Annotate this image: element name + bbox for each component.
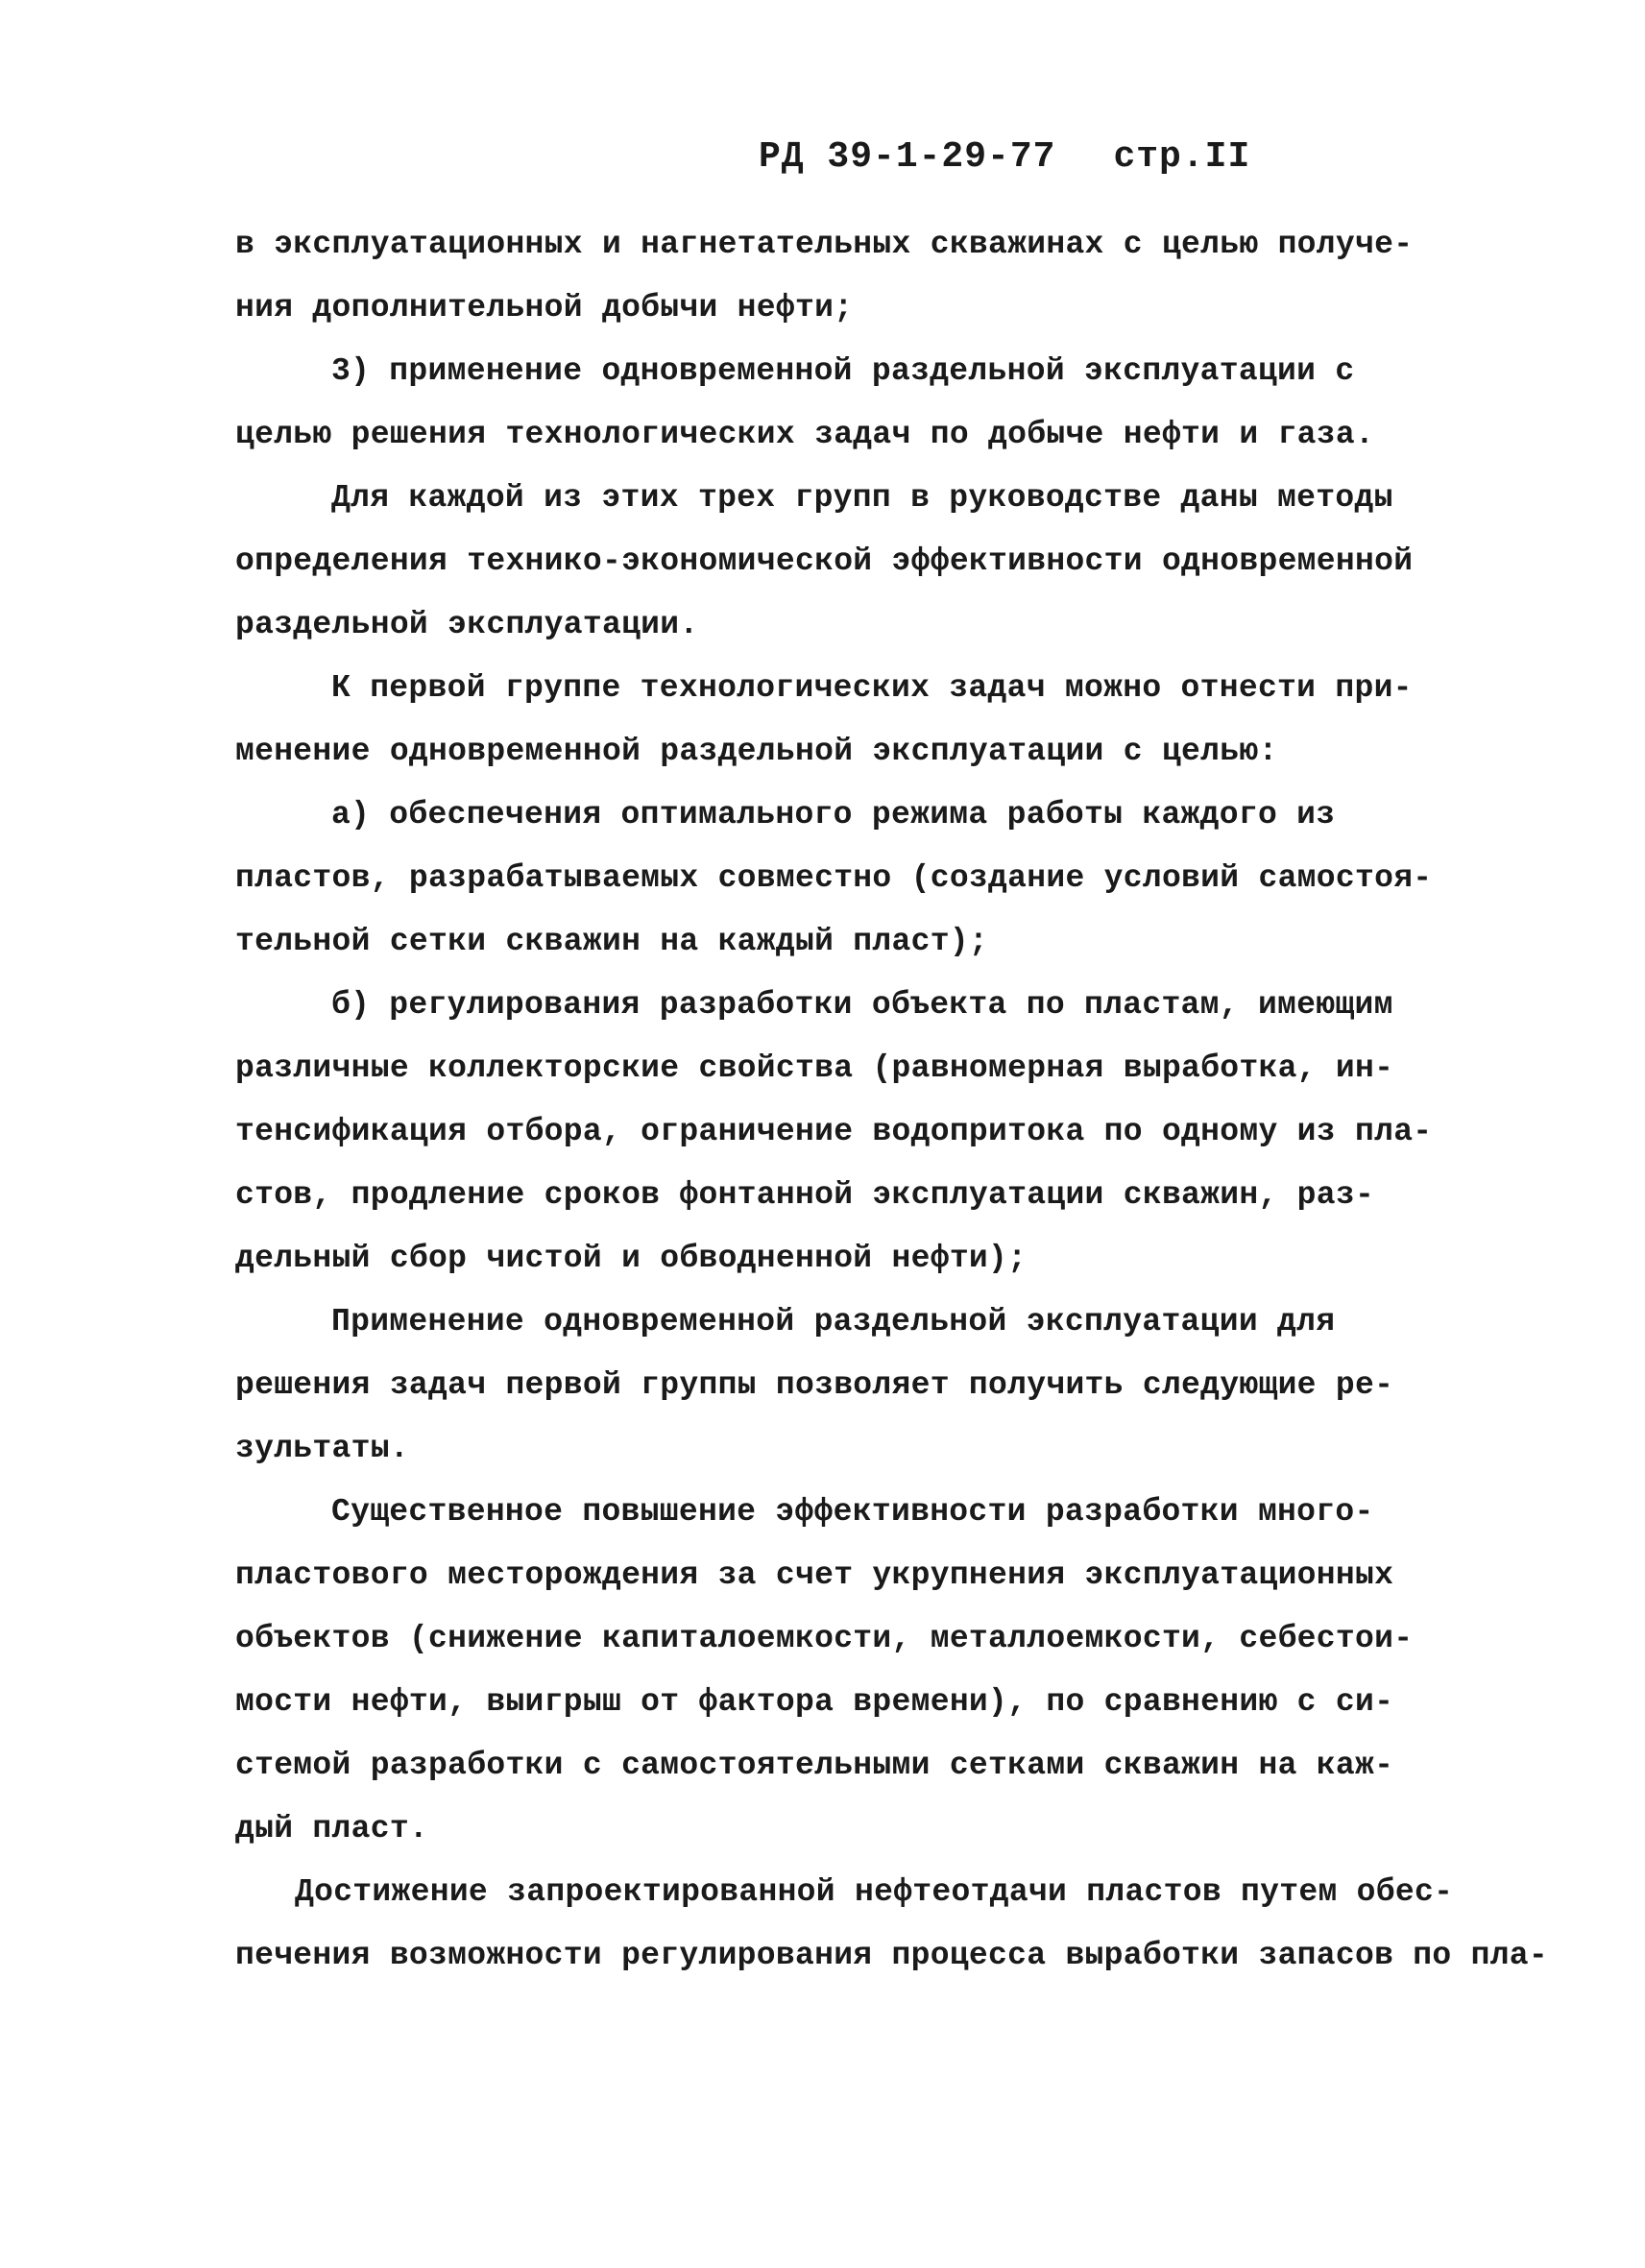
text-line: Применение одновременной раздельной эксплуатации для [331,1304,1336,1339]
document-code: РД 39-1-29-77 [759,136,1056,178]
text-line: Для каждой из этих трех групп в руководстве даны методы [331,480,1393,516]
text-line: пластового месторождения за счет укрупнения эксплуатационных [235,1557,1394,1593]
page-number: стр.II [1113,136,1251,178]
text-line: в эксплуатационных и нагнетательных скважинах с целью получе- [235,227,1414,262]
text-line: стов, продление сроков фонтанной эксплуатации скважин, раз- [235,1177,1375,1213]
text-line: менение одновременной раздельной эксплуатации с целью: [235,734,1278,769]
text-line: раздельной эксплуатации. [235,607,699,642]
text-line: целью решения технологических задач по добыче нефти и газа. [235,417,1375,452]
text-line: Достижение запроектированной нефтеотдачи пластов путем обес- [295,1874,1454,1910]
text-line: объектов (снижение капиталоемкости, металлоемкости, себестои- [235,1621,1414,1656]
text-line: зультаты. [235,1431,409,1466]
text-line: тенсификация отбора, ограничение водопритока по одному из пла- [235,1114,1433,1149]
text-line: мости нефти, выигрыш от фактора времени), по сравнению с си- [235,1684,1394,1720]
document-body [235,213,1560,1988]
text-line: различные коллекторские свойства (равномерная выработка, ин- [235,1050,1394,1086]
text-line: решения задач первой группы позволяет получить следующие ре- [235,1367,1394,1403]
text-line: дый пласт. [235,1811,429,1846]
text-line: пластов, разрабатываемых совместно (создание условий самостоя- [235,860,1433,896]
text-line: б) регулирования разработки объекта по пластам, имеющим [331,987,1393,1023]
text-line: тельной сетки скважин на каждый пласт); [235,924,989,959]
text-line: ния дополнительной добычи нефти; [235,290,854,326]
text-line: стемой разработки с самостоятельными сетками скважин на каж- [235,1748,1394,1783]
text-line: 3) применение одновременной раздельной эксплуатации с [331,353,1355,389]
text-line: Существенное повышение эффективности разработки много- [331,1494,1374,1530]
text-line: печения возможности регулирования процесса выработки запасов по пла- [235,1938,1549,1973]
page-header [759,136,1250,178]
text-line: дельный сбор чистой и обводненной нефти); [235,1241,1028,1276]
text-line: К первой группе технологических задач можно отнести при- [331,670,1413,706]
text-line: определения технико-экономической эффективности одновременной [235,543,1414,579]
text-line: а) обеспечения оптимального режима работы каждого из [331,797,1336,832]
